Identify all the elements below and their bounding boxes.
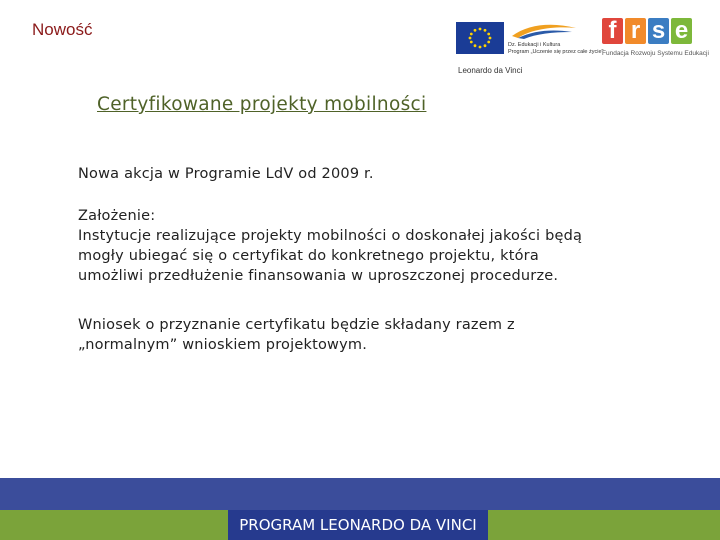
frse-letter: s: [648, 18, 669, 44]
text-line: mogły ubiegać się o certyfikat do konkretnego projektu, która: [78, 248, 539, 264]
text-line: Założenie:: [78, 208, 156, 224]
ll-line: Program „Uczenie się przez całe życie": [508, 49, 604, 55]
frse-letter: r: [625, 18, 646, 44]
footer-blue-band: [0, 478, 720, 510]
frse-letter: f: [602, 18, 623, 44]
text-line: „normalnym” wnioskiem projektowym.: [78, 337, 367, 353]
frse-logo: [602, 17, 709, 62]
paragraph-assumption: [78, 206, 678, 286]
footer-program-label: PROGRAM LEONARDO DA VINCI: [228, 510, 488, 540]
corner-label: Nowość: [32, 20, 93, 39]
ll-line: Dz. Edukacji i Kultura: [508, 42, 561, 48]
eu-lifelong-learning-logo: [456, 20, 604, 80]
leonardo-logo-caption: Leonardo da Vinci: [458, 66, 523, 75]
eu-flag-icon: [456, 22, 504, 54]
frse-letter: e: [671, 18, 692, 44]
lifelong-learning-text: [508, 42, 604, 56]
text-line: Instytucje realizujące projekty mobilności o doskonałej jakości będą: [78, 228, 583, 244]
lifelong-learning-swoosh-icon: [508, 22, 580, 40]
frse-caption: Fundacja Rozwoju Systemu Edukacji: [602, 50, 709, 57]
paragraph-new-action: Nowa akcja w Programie LdV od 2009 r.: [78, 166, 374, 182]
paragraph-application: [78, 315, 678, 355]
slide-title: Certyfikowane projekty mobilności: [97, 94, 427, 115]
text-line: umożliwi przedłużenie finansowania w uproszczonej procedurze.: [78, 268, 559, 284]
text-line: Wniosek o przyznanie certyfikatu będzie składany razem z: [78, 317, 515, 333]
